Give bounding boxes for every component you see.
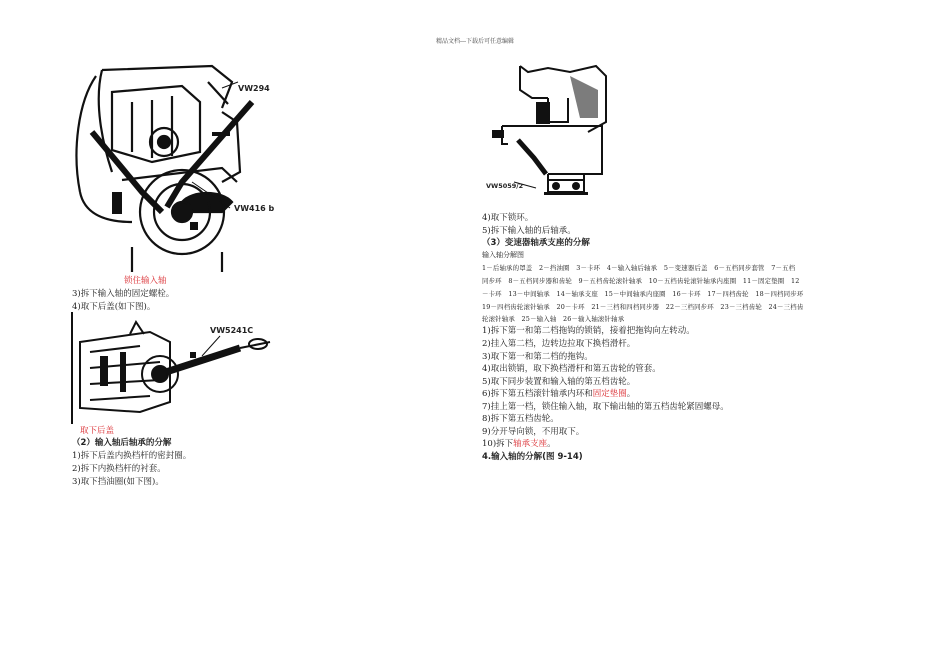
figure-label: VW5241C (210, 326, 254, 335)
step-text: 2)挂入第二档，边转边拉取下换档滑杆。 (482, 339, 636, 349)
figure-label: VW294 (238, 84, 270, 93)
step-text: 。 (547, 439, 556, 449)
section-title: （2）输入轴后轴承的分解 (72, 438, 172, 448)
figure-caption: 锁住输入轴 (124, 276, 167, 286)
legend-line: －卡环 13－中间轴承 14－轴承支座 15－中间轴承内座圈 16－卡环 17－四档齿轮 18－四档同步环 (482, 290, 804, 298)
figure-label: VW416 b (234, 204, 275, 213)
step-item: 3)拆下输入轴的固定螺栓。 (72, 289, 175, 299)
section-title: （3）变速器轴承支座的分解 (482, 238, 590, 248)
legend-line: 轮滚针轴承 25－输入轴 26－输入轴滚针轴承 (482, 315, 625, 323)
legend-line: 同步环 8－五档同步器和齿轮 9－五档齿轮滚针轴承 10－五档齿轮滚针轴承内座圈 11－固定垫圈 12 (482, 277, 800, 285)
step-text: 。 (626, 389, 636, 399)
step-highlight: 固定垫圈 (592, 389, 627, 399)
legend-line: 1－后轴承的罩盖 2－挡油圈 3－卡环 4－输入轴后轴承 5－变速器后盖 6－五档同步套管 7－五档 (482, 264, 796, 272)
step-text: 3)取下第一和第二档的拖钩。 (482, 352, 593, 362)
step-highlight: 轴承支座 (513, 439, 548, 449)
step-item: 3)取下挡油圈(如下图)。 (72, 477, 164, 487)
step-item (482, 325, 695, 338)
page-header: 精品文档---下载后可任意编辑 (435, 38, 515, 45)
step-item (482, 338, 635, 351)
step-item: 1)拆下后盖内换档杆的密封圈。 (72, 451, 192, 461)
step-item: 5)拆下输入轴的后轴承。 (482, 226, 576, 236)
step-item (482, 363, 661, 376)
step-item: 2)拆下内换档杆的衬套。 (72, 464, 166, 474)
step-text: 9)分开导向锁，不用取下。 (482, 427, 585, 437)
step-item (482, 438, 556, 451)
step-text: 7)挂上第一档，锁住输入轴，取下输出轴的第五档齿轮紧固螺母。 (482, 402, 729, 412)
step-text: 1)拆下第一和第二档拖钩的锁销，接着把拖钩向左转动。 (482, 326, 695, 336)
figure-label: VW5059/2 (486, 182, 524, 190)
legend-line: 19－四档齿轮滚针轴承 20－卡环 21－三档和四档同步器 22－三档同步环 23－三档齿轮 24－三档齿 (482, 303, 804, 311)
step-item (482, 388, 635, 401)
step-item (482, 413, 559, 426)
step-text: 8)拆下第五档齿轮。 (482, 414, 559, 424)
step-text: 4)取出锁销，取下换档滑杆和第五齿轮的管套。 (482, 364, 661, 374)
step-item: 4)取下后盖(如下图)。 (72, 302, 156, 312)
section-title: 4.输入轴的分解(图 9-14) (482, 452, 583, 462)
step-text: 5)取下同步装置和输入轴的第五档齿轮。 (482, 377, 636, 387)
step-text: 10)拆下 (482, 439, 514, 449)
figure-caption: 取下后盖 (80, 426, 115, 436)
step-item: 4)取下锁环。 (482, 213, 534, 223)
legend-title: 输入轴分解图 (482, 251, 524, 259)
step-text: 6)拆下第五档滚针轴承内环和 (482, 389, 593, 399)
